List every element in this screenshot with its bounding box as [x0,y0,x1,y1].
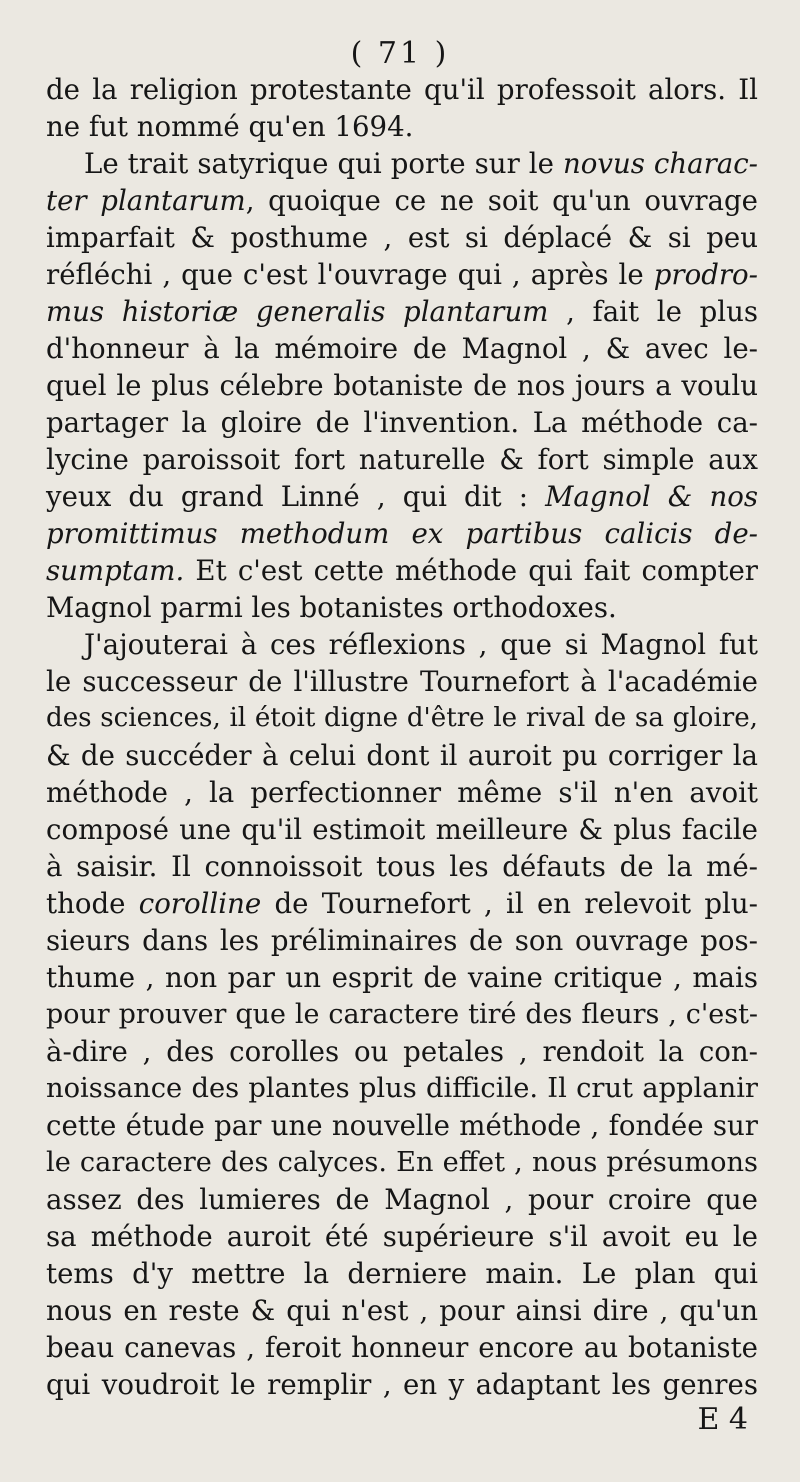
text-line [46,145,758,182]
text-segment: de Tournefort , il en relevoit plu- [261,887,758,920]
text-segment: ne fut nommé qu'en 1694. [46,110,414,143]
text-line [46,71,758,108]
text-line [46,700,758,737]
italic-text: prodro- [653,258,758,291]
italic-text: sumptam. [46,554,185,587]
text-line [46,774,758,811]
text-line [46,515,758,552]
text-segment: cette étude par une nouvelle méthode , fondée sur [46,1109,758,1142]
text-line [46,256,758,293]
text-segment: à saisir. Il connoissoit tous les défauts de la mé- [46,850,758,883]
text-segment: le caractere des calyces. En effet , nous présumons [46,1147,758,1178]
text-line [46,1033,758,1070]
text-segment: qui voudroit le remplir , en y adaptant les genres [46,1368,758,1401]
text-line [46,1366,758,1403]
text-line [46,293,758,330]
text-line [46,330,758,367]
text-segment: à-dire , des corolles ou petales , rendoit la con- [46,1035,758,1068]
page-number: ( 71 ) [350,36,450,71]
italic-text: mus historiæ generalis plantarum [46,295,549,328]
text-segment: tems d'y mettre la derniere main. Le plan qui [46,1257,758,1290]
text-segment: de la religion protestante qu'il professoit alors. Il [46,73,758,106]
text-line [46,1144,758,1181]
text-line [46,552,758,589]
text-line [46,811,758,848]
text-segment: méthode , la perfectionner même s'il n'en avoit [46,776,758,809]
text-segment: partager la gloire de l'invention. La méthode ca- [46,406,758,439]
text-segment: des sciences, il étoit digne d'être le rival de sa gloire, [46,703,758,733]
text-segment: thume , non par un esprit de vaine critique , mais [46,961,758,994]
text-segment: & de succéder à celui dont il auroit pu corriger la [46,739,758,772]
text-line [46,589,758,626]
text-segment: quel le plus célebre botaniste de nos jours a voulu [46,369,758,402]
text-line [46,478,758,515]
text-segment: le successeur de l'illustre Tournefort à l'académie [46,665,758,698]
italic-text: corolline [138,887,262,920]
text-segment: pour prouver que le caractere tiré des fleurs , c'est- [46,999,758,1030]
text-segment: composé une qu'il estimoit meilleure & plus facile [46,813,758,846]
text-line [46,848,758,885]
text-line [46,1070,758,1107]
text-line [46,1218,758,1255]
text-line [46,108,758,145]
text-segment: , quoique ce ne soit qu'un ouvrage [245,184,758,217]
text-line [46,922,758,959]
italic-text: ter plantarum [46,184,246,217]
text-line [46,441,758,478]
text-segment: , fait le plus [548,295,758,328]
text-segment: beau canevas , feroit honneur encore au botaniste [46,1331,758,1364]
text-line [46,1292,758,1329]
text-line [46,1107,758,1144]
text-segment: nous en reste & qui n'est , pour ainsi dire , qu'un [46,1294,758,1327]
text-segment: d'honneur à la mémoire de Magnol , & avec le- [46,332,758,365]
text-line [46,626,758,663]
text-line [46,1181,758,1218]
text-line [46,959,758,996]
text-line [46,737,758,774]
text-line [46,663,758,700]
text-line [46,1329,758,1366]
text-segment: J'ajouterai à ces réflexions , que si Magnol fut [84,628,758,661]
text-line [46,367,758,404]
text-segment: Le trait satyrique qui porte sur le [84,147,563,180]
italic-text: promittimus methodum ex partibus calicis de- [46,517,758,550]
text-segment: noissance des plantes plus difficile. Il crut applanir [46,1073,758,1104]
signature-mark: E 4 [697,1402,748,1437]
text-segment: lycine paroissoit fort naturelle & fort simple aux [46,443,758,476]
text-line [46,1255,758,1292]
text-segment: assez des lumieres de Magnol , pour croire que [46,1183,758,1216]
text-line [46,219,758,256]
text-line [46,885,758,922]
text-segment: Magnol parmi les botanistes orthodoxes. [46,591,617,624]
text-segment: sieurs dans les préliminaires de son ouvrage pos- [46,924,758,957]
text-segment: sa méthode auroit été supérieure s'il avoit eu le [46,1220,758,1253]
text-line [46,182,758,219]
text-segment: Et c'est cette méthode qui fait compter [184,554,758,587]
text-segment: réfléchi , que c'est l'ouvrage qui , après le [46,258,654,291]
italic-text: novus charac- [562,147,758,180]
body-text [46,71,758,1403]
text-line [46,996,758,1033]
italic-text: Magnol & nos [545,480,759,513]
text-segment: yeux du grand Linné , qui dit : [46,480,546,513]
text-segment: imparfait & posthume , est si déplacé & si peu [46,221,758,254]
text-segment: thode [46,887,139,920]
text-line [46,404,758,441]
